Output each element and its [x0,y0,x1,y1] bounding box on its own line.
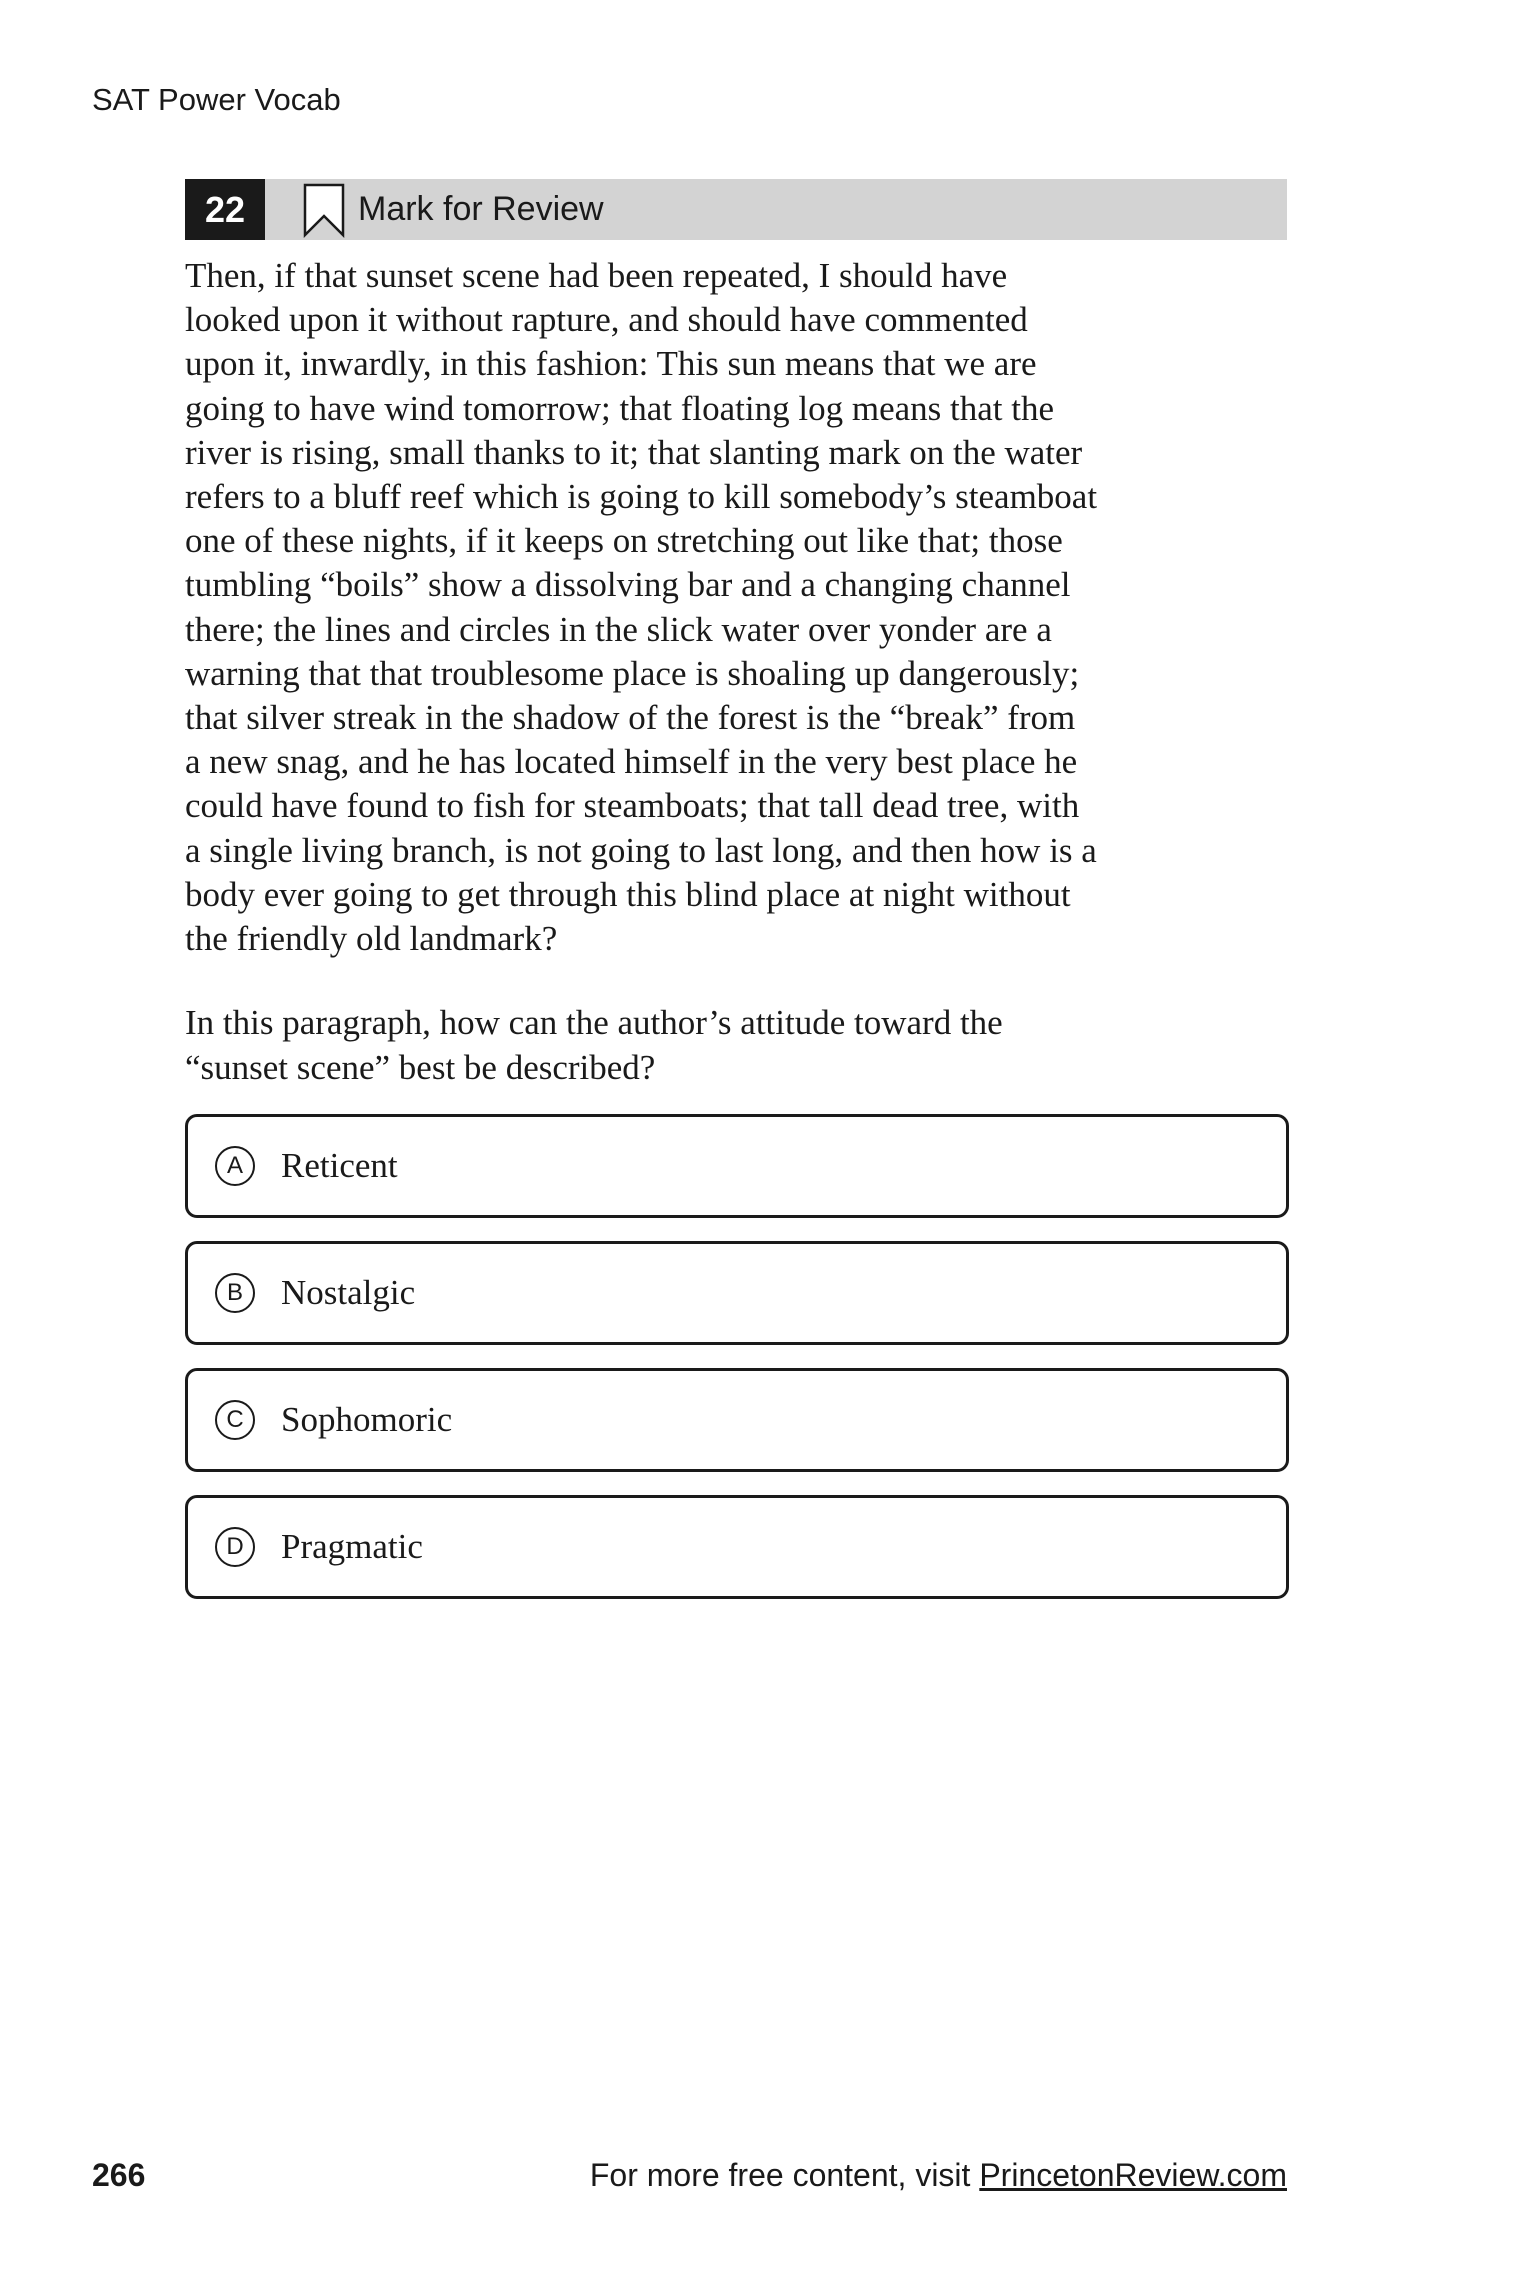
text-line: Then, if that sunset scene had been repeated, I should have [185,256,1008,295]
text-line: warning that that troublesome place is shoaling up dangerously; [185,653,1080,693]
passage [185,254,1295,961]
footer-text: For more free content, visit [589,2157,980,2193]
text-line: that silver streak in the shadow of the forest is the “break” from [185,698,1076,738]
option-text: Pragmatic [281,1527,423,1566]
text-line: the friendly old landmark? [185,919,558,959]
footer [590,2157,1287,2194]
option-text: Sophomoric [281,1400,453,1439]
answer-option-c[interactable] [185,1368,1289,1472]
answer-option-a[interactable] [185,1114,1289,1218]
text-line: looked upon it without rapture, and should have commented [185,300,1028,340]
question-header-bar [185,179,1287,240]
text-line: river is rising, small thanks to it; that slanting mark on the water [185,432,1083,472]
text-line: one of these nights, if it keeps on stretching out like that; those [185,521,1063,561]
option-letter-c: C [215,1400,255,1440]
page-number: 266 [92,2157,146,2193]
running-head: SAT Power Vocab [92,82,341,117]
option-letter-a: A [215,1146,255,1186]
question-number: 22 [185,179,265,240]
option-letter-d: D [215,1527,255,1567]
bookmark-icon[interactable] [302,182,346,238]
princeton-review-link[interactable]: PrincetonReview.com [979,2157,1287,2193]
option-text: Nostalgic [281,1273,416,1312]
text-line: could have found to fish for steamboats; that tall dead tree, with [185,786,1080,826]
question-prompt [185,1001,1295,1090]
answer-option-d[interactable] [185,1495,1289,1599]
answer-option-b[interactable] [185,1241,1289,1345]
text-line: refers to a bluff reef which is going to kill somebody’s steamboat [185,477,1098,517]
option-letter-b: B [215,1273,255,1313]
text-line: body ever going to get through this blind place at night without [185,874,1071,914]
text-line: going to have wind tomorrow; that floating log means that the [185,388,1055,428]
option-text: Reticent [281,1146,398,1185]
text-line: a new snag, and he has located himself in the very best place he [185,742,1078,782]
text-line: a single living branch, is not going to last long, and then how is a [185,830,1097,870]
text-line: “sunset scene” best be described? [185,1047,656,1087]
mark-for-review-button[interactable]: Mark for Review [358,190,604,228]
text-line: tumbling “boils” show a dissolving bar and a changing channel [185,565,1071,605]
text-line: there; the lines and circles in the slick water over yonder are a [185,609,1052,649]
text-line: In this paragraph, how can the author’s attitude toward the [185,1003,1003,1042]
text-line: upon it, inwardly, in this fashion: This sun means that we are [185,344,1037,384]
